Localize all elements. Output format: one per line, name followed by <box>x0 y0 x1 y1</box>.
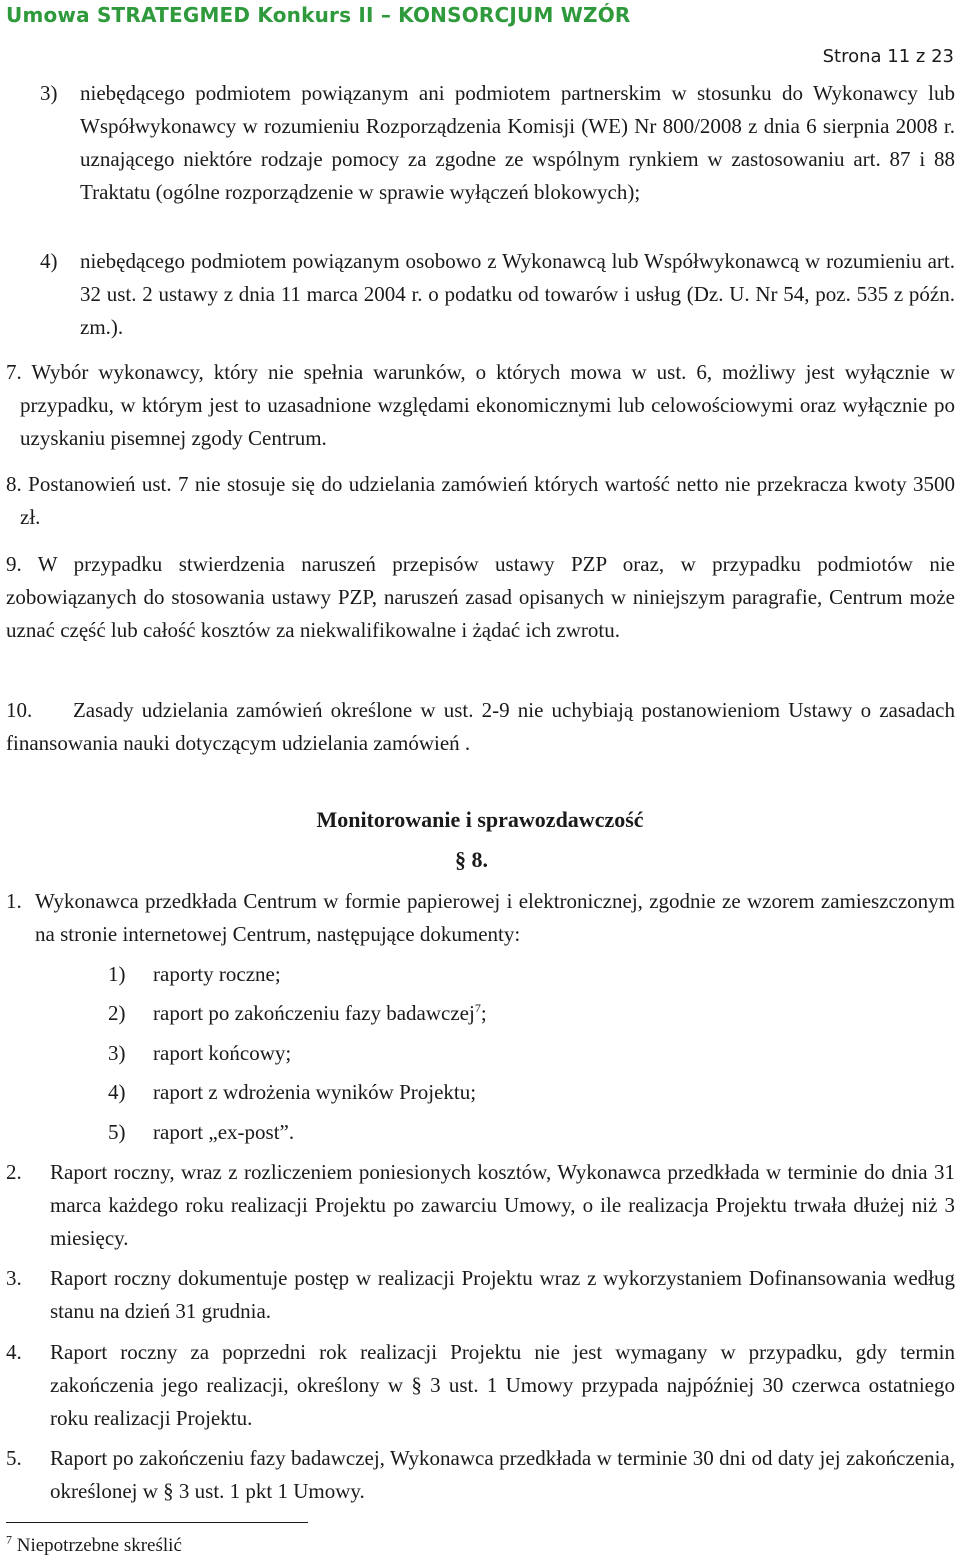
list-item: raport po zakończeniu fazy badawczej$^7$; <box>153 1001 487 1025</box>
list-item-number: 3) <box>108 1041 126 1065</box>
sub-item-number: 3) <box>40 81 58 105</box>
list-item-number: 2) <box>108 1001 126 1025</box>
section-heading: Monitorowanie i sprawozdawczość <box>316 807 644 832</box>
footnote-text: Niepotrzebne skreślić <box>16 1535 182 1556</box>
paragraph-10: 10. Zasady udzielania zamówień określone w ust. 2-9 nie uchybiają postanowieniom Ustawy o zasadach finansowania nauki dotyczącym udzielania zamówień . <box>6 698 960 755</box>
footnote-separator <box>6 1522 308 1523</box>
point-1-text: Wykonawca przedkłada Centrum w formie papierowej i elektronicznej, zgodnie ze wzorem zamieszczonym na stronie internetowej Centrum, następujące dokumenty: <box>35 889 955 946</box>
paragraph-8: 8. Postanowień ust. 7 nie stosuje się do udzielania zamówień których wartość netto nie przekracza kwoty 3500 zł. <box>6 472 955 529</box>
point-number: 2. <box>6 1160 22 1184</box>
point-number: 1. <box>6 889 22 913</box>
sub-item-text: niebędącego podmiotem powiązanym ani podmiotem partnerskim w stosunku do Wykonawcy lub Współwykonawcy w rozumieniu Rozporządzenia Komisji (WE) Nr 800/2008 z dnia 6 sierpnia 2008 r. uznającego niektóre rodzaje pomocy za zgodne ze wspólnym rynkiem w zastosowaniu art. 87 i 88 Traktatu (ogólne rozporządzenie w sprawie wyłączeń blokowych); <box>80 81 955 204</box>
list-item-number: 1) <box>108 962 126 986</box>
point-number: 3. <box>6 1266 22 1290</box>
footnote-number: 7 <box>6 1532 12 1547</box>
list-item-number: 5) <box>108 1120 126 1144</box>
page-number: Strona 11 z 23 <box>822 46 954 67</box>
point-5-text: Raport po zakończeniu fazy badawczej, Wykonawca przedkłada w terminie 30 dni od daty jej zakończenia, określonej w § 3 ust. 1 pkt 1 Umowy. <box>50 1446 955 1503</box>
paragraph-7: 7. Wybór wykonawcy, który nie spełnia warunków, o których mowa w ust. 6, możliwy jest wyłącznie w przypadku, w którym jest to uzasadnione względami ekonomicznymi lub celowościowymi oraz wyłącznie po uzyskaniu pisemnej zgody Centrum. <box>6 360 955 450</box>
point-3-text: Raport roczny dokumentuje postęp w realizacji Projektu wraz z wykorzystaniem Dofinansowania według stanu na dzień 31 grudnia. <box>50 1266 955 1323</box>
point-4-text: Raport roczny za poprzedni rok realizacji Projektu nie jest wymagany w przypadku, gdy termin zakończenia jego realizacji, określony w § 3 ust. 1 Umowy przypada najpóźniej 30 czerwca ostatniego roku realizacji Projektu. <box>50 1340 955 1430</box>
sub-item-number: 4) <box>40 249 58 273</box>
list-item: raport z wdrożenia wyników Projektu; <box>153 1080 477 1104</box>
footnote-reference: 7 <box>474 1001 481 1015</box>
list-item: raporty roczne; <box>153 962 281 986</box>
section-mark: § 8. <box>455 847 488 872</box>
sub-item-text: niebędącego podmiotem powiązanym osobowo z Wykonawcą lub Współwykonawcą w rozumieniu art. 32 ust. 2 ustawy z dnia 11 marca 2004 r. o podatku od towarów i usług (Dz. U. Nr 54, poz. 535 z późn. zm.). <box>80 249 955 339</box>
list-item-number: 4) <box>108 1080 126 1104</box>
footnote <box>6 1532 182 1557</box>
point-2-text: Raport roczny, wraz z rozliczeniem poniesionych kosztów, Wykonawca przedkłada w terminie do dnia 31 marca każdego roku realizacji Projektu po zawarciu Umowy, o ile realizacja Projektu trwała dłużej niż 3 miesięcy. <box>50 1160 955 1250</box>
paragraph-9: 9. W przypadku stwierdzenia naruszeń przepisów ustawy PZP oraz, w przypadku podmiotów nie zobowiązanych do stosowania ustawy PZP, naruszeń zasad opisanych w niniejszym paragrafie, Centrum może uznać część lub całość kosztów za niekwalifikowalne i żądać ich zwrotu. <box>6 552 955 642</box>
point-number: 5. <box>6 1446 22 1470</box>
point-number: 4. <box>6 1340 22 1364</box>
list-item: raport końcowy; <box>153 1041 292 1065</box>
list-item: raport „ex-post”. <box>153 1120 295 1144</box>
document-header-title: Umowa STRATEGMED Konkurs II – KONSORCJUM WZÓR <box>6 3 631 27</box>
